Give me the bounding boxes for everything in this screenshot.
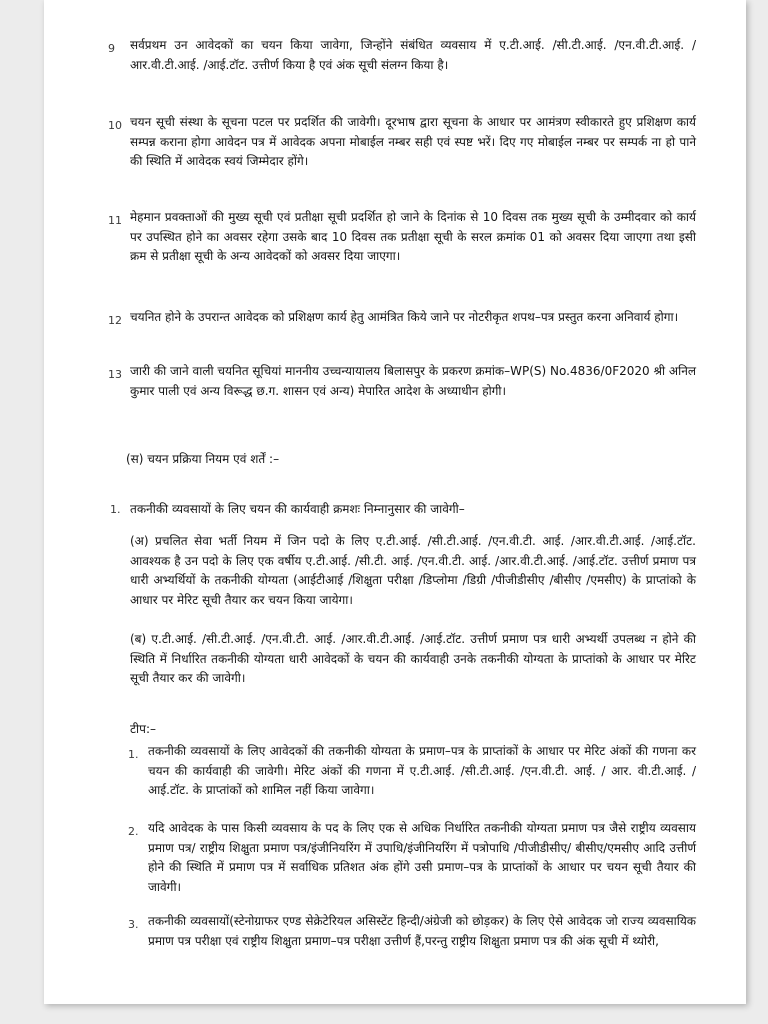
item-text: जारी की जाने वाली चयनित सूचियां माननीय उच्चन्यायालय बिलासपुर के प्रकरण क्रमांक–WP(S) No.4836/0F2020 श्री अनिल कुमार पाली एवं अन्य विरूद्ध छ.ग. शासन एवं अन्य) मेपारित आदेश के अध्याधीन होगी। bbox=[130, 364, 696, 398]
note-label: टीप:– bbox=[130, 722, 157, 736]
rule-number: 1. bbox=[110, 503, 121, 516]
item-text: चयनित होने के उपरान्त आवेदक को प्रशिक्षण कार्य हेतु आमंत्रित किये जाने पर नोटरीकृत शपथ–पत्र प्रस्तुत करना अनिवार्य होगा। bbox=[130, 310, 679, 324]
document-page bbox=[44, 0, 746, 1004]
note-text: तकनीकी व्यवसायों के लिए आवेदकों की तकनीकी योग्यता के प्रमाण–पत्र के प्राप्तांकों के आधार पर मेरिट अंकों की गणना कर चयन की कार्यवाही की जावेगी। मेरिट अंकों की गणना में ए.टी.आई. /सी.टी.आई. /एन.वी.टी. आई. / आर. वी.टी.आई. /आई.टॉट. के प्राप्तांकों को शामिल नहीं किया जावेगा। bbox=[148, 744, 696, 797]
item-number: 11 bbox=[108, 214, 122, 227]
item-number: 12 bbox=[108, 314, 122, 327]
item-number: 10 bbox=[108, 119, 122, 132]
item-text: मेहमान प्रवक्ताओं की मुख्य सूची एवं प्रतीक्षा सूची प्रदर्शित हो जाने के दिनांक से 10 दिवस तक मुख्य सूची के उम्मीदवार को कार्य पर उपस्थित होने का अवसर रहेगा उसके बाद 10 दिवस तक प्रतीक्षा सूची के सरल क्रमांक 01 को अवसर दिया जाएगा तथा इसी क्रम से प्रतीक्षा सूची के अन्य आवेदकों को अवसर दिया जाएगा। bbox=[130, 210, 696, 263]
note-number: 2. bbox=[128, 825, 139, 838]
note-text: यदि आवेदक के पास किसी व्यवसाय के पद के लिए एक से अधिक निर्धारित तकनीकी योग्यता प्रमाण पत्र जैसे राष्ट्रीय व्यवसाय प्रमाण पत्र/ राष्ट्रीय शिक्षुता प्रमाण पत्र/इंजीनियरिंग में उपाधि/इंजीनियरिंग में पत्रोपाधि /पीजीडीसीए/ बीसीए/एमसीए आदि उत्तीर्ण होने की स्थिति में प्रमाण पत्र में सर्वाधिक प्रतिशत अंक होंगे उसी प्रमाण–पत्र के प्राप्तांकों के आधार पर चयन सूची तैयार की जावेगी। bbox=[148, 821, 696, 894]
note-number: 1. bbox=[128, 748, 139, 761]
item-number: 13 bbox=[108, 368, 122, 381]
rule-heading: तकनीकी व्यवसायों के लिए चयन की कार्यवाही क्रमशः निम्नानुसार की जावेगी– bbox=[130, 502, 465, 516]
item-text: सर्वप्रथम उन आवेदकों का चयन किया जावेगा, जिन्होंने संबंधित व्यवसाय में ए.टी.आई. /सी.टी.आई. /एन.वी.टी.आई. /आर.वी.टी.आई. /आई.टॉट. उत्तीर्ण किया है एवं अंक सूची संलग्न किया है। bbox=[130, 38, 696, 72]
note-text: तकनीकी व्यवसायों(स्टेनोग्राफर एण्ड सेक्रेटेरियल असिस्टेंट हिन्दी/अंग्रेजी को छोड़कर) के लिए ऐसे आवेदक जो राज्य व्यवसायिक प्रमाण पत्र परीक्षा एवं राष्ट्रीय शिक्षुता प्रमाण–पत्र परीक्षा उत्तीर्ण हैं,परन्तु राष्ट्रीय शिक्षुता प्रमाण पत्र की अंक सूची में थ्योरी, bbox=[148, 914, 696, 948]
item-number: 9 bbox=[108, 42, 115, 55]
note-number: 3. bbox=[128, 918, 139, 931]
rule-sub-b: (ब) ए.टी.आई. /सी.टी.आई. /एन.वी.टी. आई. /आर.वी.टी.आई. /आई.टॉट. उत्तीर्ण प्रमाण पत्र धारी अभ्यर्थी उपलब्ध न होने की स्थिति में निर्धारित तकनीकी योग्यता धारी आवेदकों के चयन की कार्यवाही उनके तकनीकी योग्यता के प्राप्तांको के आधार पर मेरिट सूची तैयार कर की जावेगी। bbox=[130, 632, 696, 685]
rule-sub-a: (अ) प्रचलित सेवा भर्ती नियम में जिन पदो के लिए ए.टी.आई. /सी.टी.आई. /एन.वी.टी. आई. /आर.वी.टी.आई. /आई.टॉट. आवश्यक है उन पदो के लिए एक वर्षीय ए.टी.आई. /सी.टी. आई. /एन.वी.टी. आई. /आर.वी.टी.आई. /आई.टॉट. उत्तीर्ण प्रमाण पत्र धारी अभ्यर्थियों के तकनीकी योग्यता (आईटीआई /शिक्षुता परीक्षा /डिप्लोमा /डिग्री /पीजीडीसीए /बीसीए /एमसीए) के प्राप्तांको के आधार पर मेरिट सूची तैयार कर चयन किया जायेगा। bbox=[130, 534, 696, 607]
item-text: चयन सूची संस्था के सूचना पटल पर प्रदर्शित की जावेगी। दूरभाष द्वारा सूचना के आधार पर आमंत्रण स्वीकारते हुए प्रशिक्षण कार्य सम्पन्न कराना होगा आवेदन पत्र में आवेदक अपना मोबाईल नम्बर सही एवं स्पष्ट भरें। दिए गए मोबाईल नम्बर पर सम्पर्क ना हो पाने की स्थिति में आवेदक स्वयं जिम्मेदार होंगे। bbox=[130, 115, 696, 168]
section-heading: (स) चयन प्रक्रिया नियम एवं शर्तें :– bbox=[126, 452, 280, 466]
